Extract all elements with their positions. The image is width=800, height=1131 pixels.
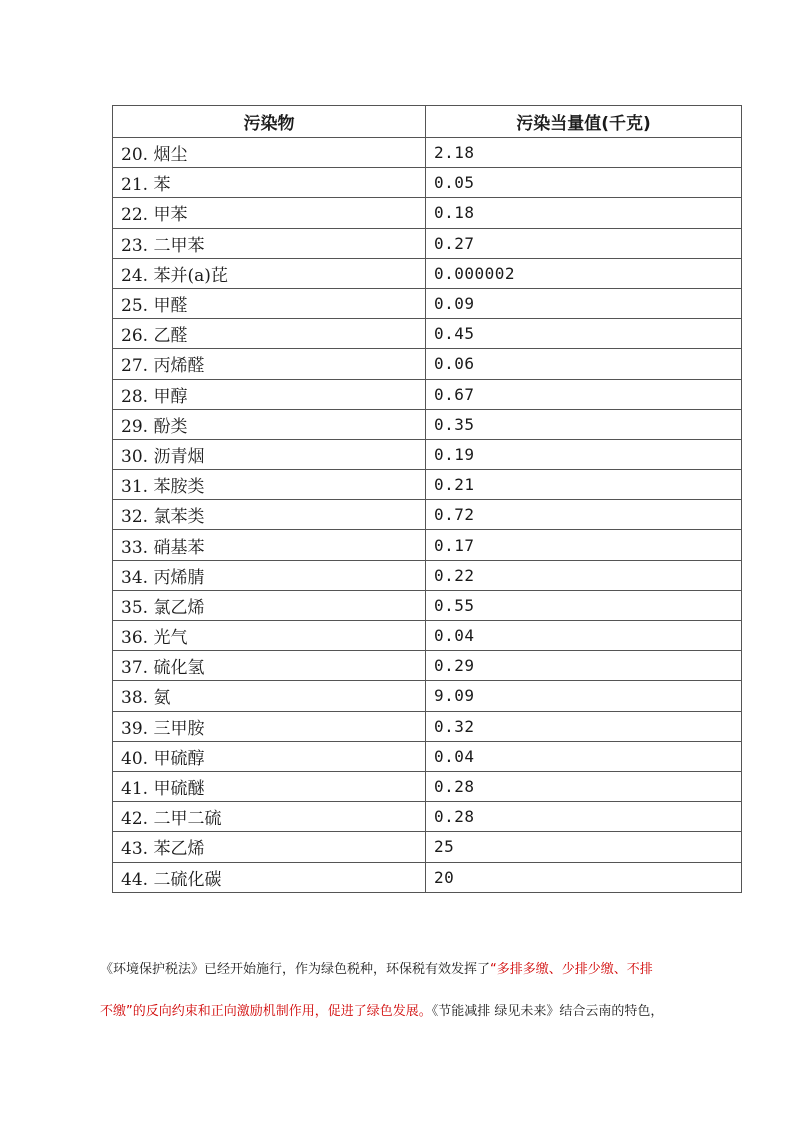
table-row [113, 198, 742, 228]
pollutant-name-cell: 39. 三甲胺 [113, 711, 426, 741]
equivalent-value-cell: 0.18 [426, 198, 742, 228]
pollutant-name-cell: 24. 苯并(a)芘 [113, 258, 426, 288]
table-row [113, 590, 742, 620]
table-row [113, 319, 742, 349]
equivalent-value-cell: 9.09 [426, 681, 742, 711]
table-row [113, 862, 742, 892]
equivalent-value-cell: 0.22 [426, 560, 742, 590]
equivalent-value-cell: 0.05 [426, 168, 742, 198]
pollutant-name-cell: 25. 甲醛 [113, 288, 426, 318]
equivalent-value-cell: 2.18 [426, 138, 742, 168]
equivalent-value-cell: 0.000002 [426, 258, 742, 288]
paragraph-text: 《节能减排 绿见未来》结合云南的特色， [431, 1004, 664, 1019]
equivalent-value-cell: 0.28 [426, 802, 742, 832]
pollutant-name-cell: 26. 乙醛 [113, 319, 426, 349]
equivalent-value-cell: 0.45 [426, 319, 742, 349]
table-row [113, 530, 742, 560]
table-row [113, 832, 742, 862]
pollutant-name-cell: 38. 氨 [113, 681, 426, 711]
table-row [113, 228, 742, 258]
table-row [113, 288, 742, 318]
pollutant-name-cell: 40. 甲硫醇 [113, 741, 426, 771]
table-row [113, 138, 742, 168]
pollutant-name-cell: 27. 丙烯醛 [113, 349, 426, 379]
pollutant-name-cell: 31. 苯胺类 [113, 470, 426, 500]
equivalent-value-cell: 0.19 [426, 439, 742, 469]
highlighted-text: “多排多缴、少排少缴、不排 [490, 962, 653, 977]
pollutant-name-cell: 44. 二硫化碳 [113, 862, 426, 892]
table-header-row [113, 106, 742, 138]
equivalent-value-cell: 0.67 [426, 379, 742, 409]
table-row [113, 741, 742, 771]
paragraph-line-1 [100, 962, 720, 978]
pollutant-name-cell: 20. 烟尘 [113, 138, 426, 168]
pollutant-name-cell: 28. 甲醇 [113, 379, 426, 409]
equivalent-value-cell: 0.55 [426, 590, 742, 620]
pollutant-name-cell: 32. 氯苯类 [113, 500, 426, 530]
equivalent-value-cell: 0.29 [426, 651, 742, 681]
pollutant-name-cell: 34. 丙烯腈 [113, 560, 426, 590]
table-row [113, 439, 742, 469]
pollutant-name-cell: 22. 甲苯 [113, 198, 426, 228]
pollutant-name-cell: 21. 苯 [113, 168, 426, 198]
pollutant-name-cell: 29. 酚类 [113, 409, 426, 439]
equivalent-value-cell: 0.06 [426, 349, 742, 379]
table-row [113, 379, 742, 409]
equivalent-value-cell: 0.04 [426, 621, 742, 651]
pollutant-equivalent-table [112, 105, 742, 893]
pollutant-name-cell: 35. 氯乙烯 [113, 590, 426, 620]
column-header-pollutant: 污染物 [113, 106, 426, 138]
paragraph-line-2 [100, 1004, 720, 1020]
equivalent-value-cell: 25 [426, 832, 742, 862]
pollutant-name-cell: 37. 硫化氢 [113, 651, 426, 681]
table-row [113, 258, 742, 288]
equivalent-value-cell: 0.17 [426, 530, 742, 560]
table-row [113, 500, 742, 530]
column-header-equivalent-value: 污染当量值(千克) [426, 106, 742, 138]
table-row [113, 621, 742, 651]
highlighted-text: 不缴”的反向约束和正向激励机制作用，促进了绿色发展。 [100, 1004, 432, 1019]
table-row [113, 470, 742, 500]
table-row [113, 560, 742, 590]
pollutant-name-cell: 41. 甲硫醚 [113, 771, 426, 801]
pollutant-name-cell: 42. 二甲二硫 [113, 802, 426, 832]
equivalent-value-cell: 0.04 [426, 741, 742, 771]
equivalent-value-cell: 0.32 [426, 711, 742, 741]
table-row [113, 711, 742, 741]
table-row [113, 349, 742, 379]
pollutant-name-cell: 23. 二甲苯 [113, 228, 426, 258]
equivalent-value-cell: 0.72 [426, 500, 742, 530]
table-row [113, 651, 742, 681]
pollutant-name-cell: 43. 苯乙烯 [113, 832, 426, 862]
table-row [113, 168, 742, 198]
pollutant-name-cell: 30. 沥青烟 [113, 439, 426, 469]
pollutant-name-cell: 36. 光气 [113, 621, 426, 651]
pollutant-name-cell: 33. 硝基苯 [113, 530, 426, 560]
equivalent-value-cell: 0.21 [426, 470, 742, 500]
equivalent-value-cell: 0.09 [426, 288, 742, 318]
table-row [113, 802, 742, 832]
table-row [113, 409, 742, 439]
equivalent-value-cell: 20 [426, 862, 742, 892]
table-row [113, 771, 742, 801]
equivalent-value-cell: 0.35 [426, 409, 742, 439]
equivalent-value-cell: 0.28 [426, 771, 742, 801]
equivalent-value-cell: 0.27 [426, 228, 742, 258]
paragraph-text: 《环境保护税法》已经开始施行，作为绿色税种，环保税有效发挥了 [100, 962, 491, 977]
table-row [113, 681, 742, 711]
